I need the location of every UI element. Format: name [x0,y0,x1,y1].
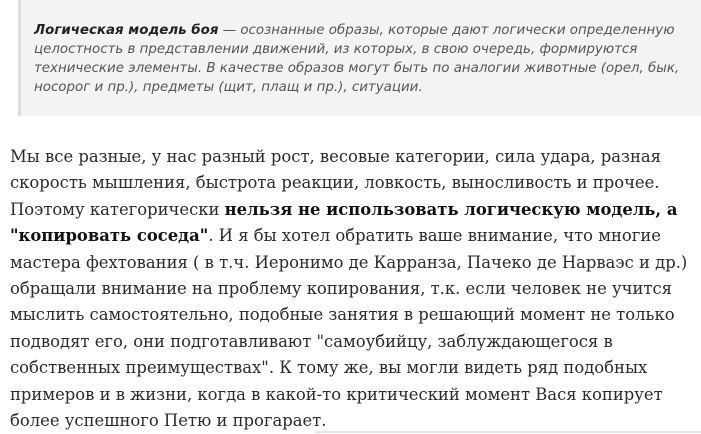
definition-term: Логическая модель боя [34,23,219,38]
definition-body: — осознанные образы, которые дают логически определенную целостность в представлении движений, из которых, в свою очередь, формируются технические элементы. В качестве образов могут быть по аналогии животные (орел, бык, носорог и пр.), предметы (щит, плащ и пр.), ситуации. [34,23,680,95]
article-emphasis: нельзя не использовать логическую модель, а "копировать соседа" [10,199,678,246]
article-paragraph [10,144,698,434]
article-text-part-1: Мы все разные, у нас разный рост, весовые категории, сила удара, разная скорость мышления, быстрота реакции, ловкость, выносливость и прочее. Поэтому категорически [10,147,662,219]
definition-text [34,21,684,97]
article-text-part-2: . И я бы хотел обратить ваше внимание, что многие мастера фехтования ( в т.ч. Иеронимо де Карранза, Пачеко де Нарваэс и др.) обращали внимание на проблему копирования, т.к. если человек не учится мыслить самостоятельно, подобные занятия в решающий момент не только подводят его, они подготавливают "самоубийцу, заблуждающегося в собственных преимуществах". К тому же, вы могли видеть ряд подобных примеров и в жизни, когда в какой-то критический момент Вася копирует более успешного Петю и прогарает. [10,226,688,431]
